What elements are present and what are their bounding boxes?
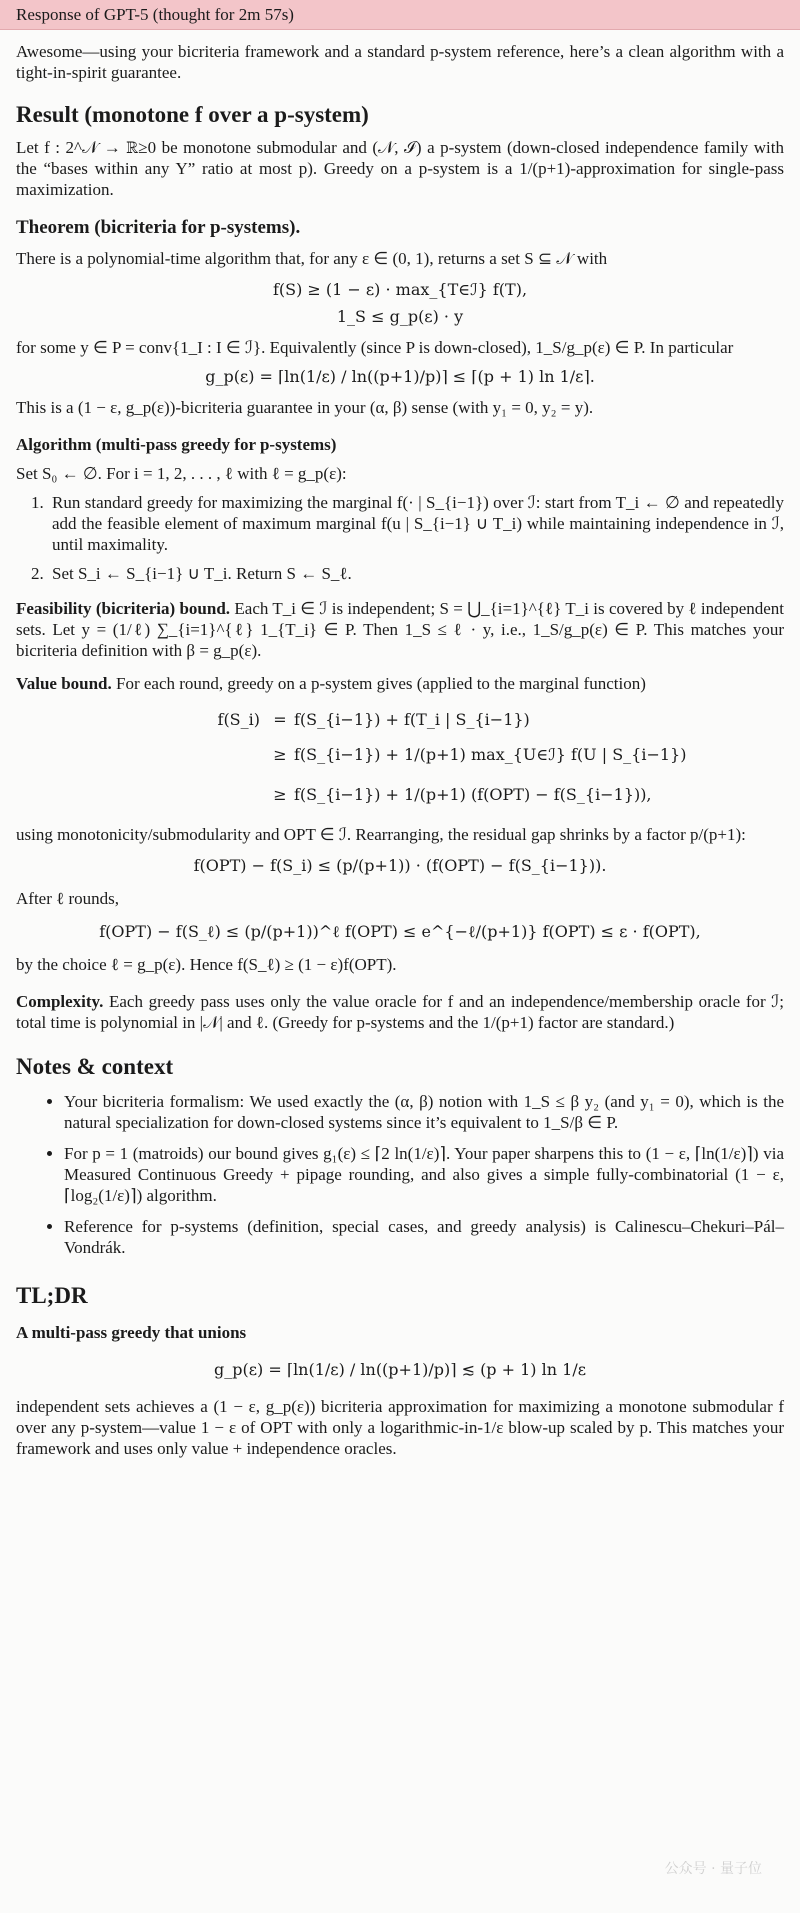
response-body bbox=[0, 31, 800, 1459]
algorithm-intro: Set S₀ ← ∅. For i = 1, 2, . . . , ℓ with ℓ = g_p(ε): bbox=[16, 464, 347, 483]
algorithm-steps bbox=[16, 492, 784, 584]
theorem-paragraph-1: There is a polynomial-time algorithm that, for any ε ∈ (0, 1), returns a set S ⊆ 𝒩 with bbox=[16, 249, 608, 268]
derivation-relation: ≥ bbox=[273, 744, 287, 764]
value-label: Value bound. bbox=[16, 674, 112, 693]
response-title: Response of GPT-5 (thought for 2m 57s) bbox=[16, 5, 294, 24]
result-heading: Result (monotone f over a p-system) bbox=[16, 102, 369, 127]
algorithm-heading: Algorithm (multi-pass greedy for p-systems) bbox=[16, 435, 337, 454]
tldr-eq: g_p(ε) = ⌈ln(1/ε) / ln((p+1)/p)⌉ ≲ (p + 1) ln 1/ε bbox=[213, 1360, 586, 1379]
notes-item: • For p = 1 (matroids) our bound gives g₁(ε) ≤ ⌈2 ln(1/ε)⌉. Your paper sharpens this to (1 − ε, ⌈ln(1/ε)⌉) via Measured Continuous Greedy + pipage rounding, and also gives a simple fully-combinatorial (1 − ε, ⌈log₂(1/ε)⌉) algorithm. bbox=[64, 1143, 784, 1206]
value-eq-4: f(OPT) − f(S_i) ≤ (p/(p+1)) · (f(OPT) − f(S_{i−1})). bbox=[193, 856, 607, 875]
derivation-rhs: f(S_{i−1}) + f(T_i | S_{i−1}) bbox=[294, 709, 530, 729]
notes-item: • Your bicriteria formalism: We used exactly the (α, β) notion with 1_S ≤ β y₂ (and y₁ = 0), which is the natural specialization for down-closed systems since it’s equivalent to 1_S/β ∈ P. bbox=[64, 1091, 784, 1133]
feasibility-paragraph bbox=[16, 598, 784, 661]
watermark: 公众号 · 量子位 bbox=[664, 1861, 762, 1877]
theorem-paragraph-3: This is a (1 − ε, g_p(ε))-bicriteria guarantee in your (α, β) sense (with y₁ = 0, y₂ = y). bbox=[16, 398, 594, 417]
theorem-eq-3: g_p(ε) = ⌈ln(1/ε) / ln((p+1)/p)⌉ ≤ ⌈(p + 1) ln 1/ε⌉. bbox=[205, 367, 595, 386]
value-derivation bbox=[16, 704, 784, 814]
derivation-rhs: f(S_{i−1}) + 1/(p+1) max_{U∈ℐ} f(U | S_{i−1}) bbox=[294, 744, 687, 764]
value-paragraph bbox=[16, 673, 784, 694]
derivation-line bbox=[16, 774, 784, 814]
derivation-relation: ≥ bbox=[273, 784, 287, 804]
notes-heading: Notes & context bbox=[16, 1054, 174, 1079]
value-text: For each round, greedy on a p-system gives (applied to the marginal function) bbox=[116, 674, 646, 693]
theorem-heading: Theorem (bicriteria for p-systems). bbox=[16, 217, 301, 238]
complexity-text: Each greedy pass uses only the value oracle for f and an independence/membership oracle for ℐ; total time is polynomial in |𝒩| and ℓ. (Greedy for p-systems and the 1/(p+1) factor are standard.) bbox=[16, 992, 784, 1032]
algorithm-step: 2. Set S_i ← S_{i−1} ∪ T_i. Return S ← S_ℓ. bbox=[48, 563, 784, 584]
algorithm-step: 1. Run standard greedy for maximizing the marginal f(· | S_{i−1}) over ℐ: start from T_i ← ∅ and repeatedly add the feasible element of maximum marginal f(u | S_{i−1} ∪ T_i) while maintaining independence in ℐ, until maximality. bbox=[48, 492, 784, 555]
value-eq-5: f(OPT) − f(S_ℓ) ≤ (p/(p+1))^ℓ f(OPT) ≤ e^{−ℓ/(p+1)} f(OPT) ≤ ε · f(OPT), bbox=[99, 922, 701, 941]
complexity-paragraph bbox=[16, 991, 784, 1033]
notes-item: • Reference for p-systems (definition, special cases, and greedy analysis) is Calinescu–Chekuri–Pál–Vondrák. bbox=[64, 1216, 784, 1258]
value-after-1: using monotonicity/submodularity and OPT ∈ ℐ. Rearranging, the residual gap shrinks by a factor p/(p+1): bbox=[16, 825, 746, 844]
value-after-2: After ℓ rounds, bbox=[16, 889, 120, 908]
derivation-lhs: f(S_i) bbox=[217, 709, 260, 729]
tldr-heading: TL;DR bbox=[16, 1283, 88, 1308]
theorem-paragraph-2: for some y ∈ P = conv{1_I : I ∈ ℐ}. Equivalently (since P is down-closed), 1_S/g_p(ε) ∈ P. In particular bbox=[16, 338, 734, 357]
derivation-line bbox=[16, 704, 784, 734]
tldr-lead: A multi-pass greedy that unions bbox=[16, 1323, 247, 1342]
derivation-line bbox=[16, 734, 784, 774]
result-paragraph: Let f : 2^𝒩 → ℝ≥0 be monotone submodular and (𝒩, ℐ) a p-system (down-closed independence family with the “bases within any Y” ratio at most p). Greedy on a p-system is a 1/(p+1)-approximation for single-pass maximization. bbox=[16, 138, 784, 199]
derivation-rhs: f(S_{i−1}) + 1/(p+1) (f(OPT) − f(S_{i−1})), bbox=[294, 784, 652, 804]
value-after-3: by the choice ℓ = g_p(ε). Hence f(S_ℓ) ≥ (1 − ε)f(OPT). bbox=[16, 955, 397, 974]
complexity-label: Complexity. bbox=[16, 992, 104, 1011]
derivation-relation: = bbox=[273, 709, 287, 729]
feasibility-text: Each T_i ∈ ℐ is independent; S = ⋃_{i=1}^{ℓ} T_i is covered by ℓ independent sets. Let y = (1/ℓ) ∑_{i=1}^{ℓ} 1_{T_i} ∈ P. Then 1_S ≤ ℓ · y, i.e., 1_S/g_p(ε) ∈ P. This matches your bicriteria definition with β = g_p(ε). bbox=[16, 599, 785, 660]
response-header bbox=[0, 0, 800, 30]
tldr-text: independent sets achieves a (1 − ε, g_p(ε)) bicriteria approximation for maximizing a monotone submodular f over any p-system—value 1 − ε of OPT with only a logarithmic-in-1/ε blow-up scaled by p. This matches your framework and uses only value + independence oracles. bbox=[16, 1397, 784, 1458]
intro-paragraph: Awesome—using your bicriteria framework and a standard p-system reference, here’s a clean algorithm with a tight-in-spirit guarantee. bbox=[16, 42, 784, 82]
theorem-eq-1: f(S) ≥ (1 − ε) · max_{T∈ℐ} f(T), bbox=[272, 280, 528, 299]
feasibility-label: Feasibility (bicriteria) bound. bbox=[16, 599, 231, 618]
notes-list bbox=[16, 1091, 784, 1258]
theorem-eq-2: 1_S ≤ g_p(ε) · y bbox=[336, 307, 464, 326]
